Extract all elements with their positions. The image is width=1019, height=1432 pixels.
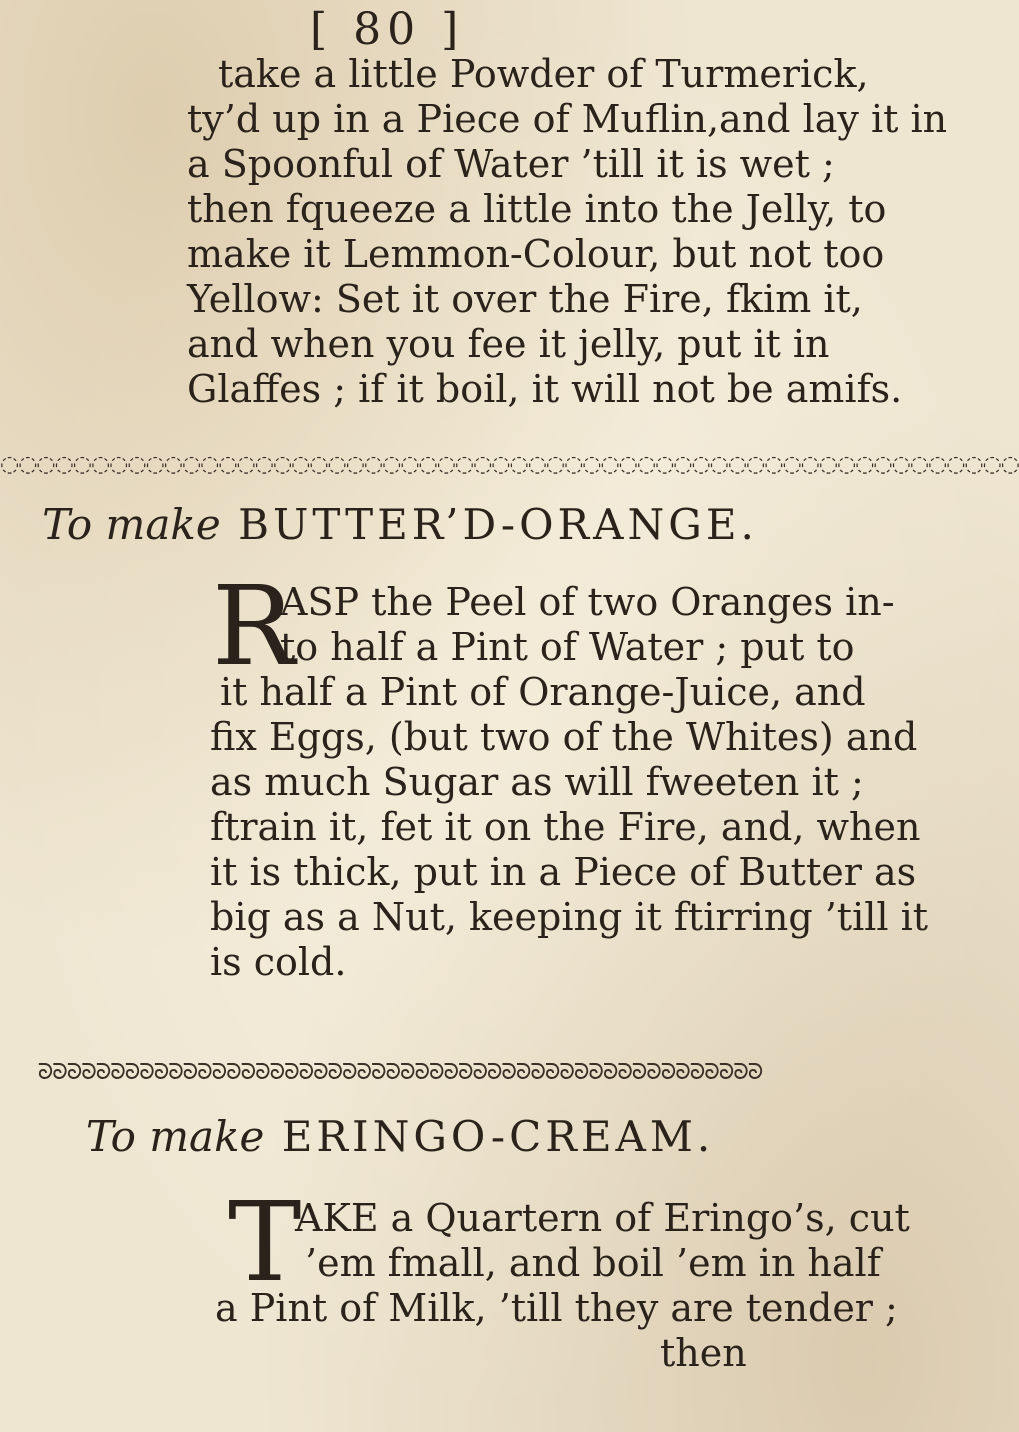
drop-cap: T — [228, 1178, 302, 1306]
text-line: then — [660, 1331, 747, 1375]
text-line: AKE a Quartern of Eringo’s, cut — [295, 1196, 910, 1240]
recipe-heading-eringo-cream — [0, 1112, 800, 1161]
text-line: ASP the Peel of two Oranges in- — [280, 580, 895, 624]
text-line: is cold. — [210, 940, 347, 984]
text-line: make it Lemmon-Colour, but not too — [187, 232, 885, 276]
text-line: then fqueeze a little into the Jelly, to — [187, 187, 887, 231]
heading-title: ERINGO-CREAM. — [281, 1112, 715, 1161]
text-line: ftrain it, fet it on the Fire, and, when — [210, 805, 921, 849]
ornament-divider: ᘐᘐᘐᘐᘐᘐᘐᘐᘐᘐᘐᘐᘐᘐᘐᘐᘐᘐᘐᘐᘐᘐᘐᘐᘐᘐᘐᘐᘐᘐᘐᘐᘐᘐᘐᘐᘐᘐᘐᘐᘐᘐᘐᘐᘐᘐᘐᘐᘐᘐ — [37, 1060, 763, 1085]
text-line: fix Eggs, (but two of the Whites) and — [210, 715, 918, 759]
buttered-orange-recipe — [210, 580, 929, 985]
drop-cap: R — [212, 562, 295, 690]
text-line: big as a Nut, keeping it ftirring ’till it — [210, 895, 929, 939]
text-line: a Spoonful of Water ’till it is wet ; — [187, 142, 835, 186]
text-line: Glaffes ; if it boil, it will not be amifs. — [187, 367, 903, 411]
text-line: Yellow: Set it over the Fire, fkim it, — [187, 277, 863, 321]
text-line: as much Sugar as will fweeten it ; — [210, 760, 864, 804]
text-line: it half a Pint of Orange-Juice, and — [220, 670, 866, 714]
jelly-recipe-ending — [187, 52, 948, 412]
eringo-cream-recipe — [215, 1196, 910, 1376]
text-line: to half a Pint of Water ; put to — [280, 625, 855, 669]
heading-title: BUTTER’D-ORANGE. — [238, 500, 758, 549]
page-number: [ 80 ] — [310, 4, 465, 55]
ornament-divider: ◌◌◌◌◌◌◌◌◌◌◌◌◌◌◌◌◌◌◌◌◌◌◌◌◌◌◌◌◌◌◌◌◌◌◌◌◌◌◌◌◌◌◌◌◌◌◌◌◌◌◌◌◌◌◌◌ — [0, 452, 1019, 477]
text-line: ty’d up in a Piece of Muflin,and lay it in — [187, 97, 948, 141]
text-line: take a little Powder of Turmerick, — [218, 52, 869, 96]
text-line: a Pint of Milk, ’till they are tender ; — [215, 1286, 898, 1330]
heading-prefix: To make — [42, 500, 221, 549]
heading-prefix: To make — [85, 1112, 265, 1161]
text-line: it is thick, put in a Piece of Butter as — [210, 850, 917, 894]
text-line: and when you fee it jelly, put it in — [187, 322, 830, 366]
text-line: ’em fmall, and boil ’em in half — [305, 1241, 881, 1285]
recipe-heading-buttered-orange — [0, 500, 800, 549]
